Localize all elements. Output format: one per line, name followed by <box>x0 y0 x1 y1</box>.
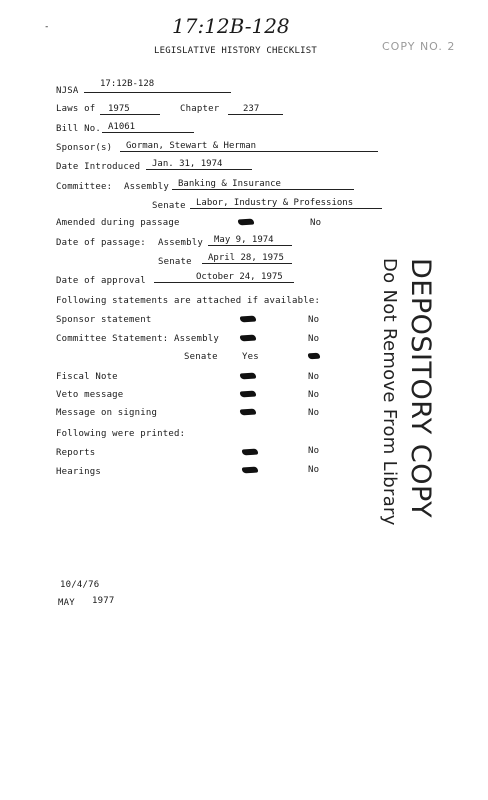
stamp-line-1: DEPOSITORY COPY <box>405 258 436 519</box>
passage-senate-underline <box>202 263 292 264</box>
message-signing-yes-mark <box>240 409 256 416</box>
approval-underline <box>154 282 294 283</box>
sponsor-value: Gorman, Stewart & Herman <box>126 141 257 151</box>
committee-senate-label: Senate <box>152 201 186 211</box>
committee-statement-assembly-label: Assembly <box>174 334 219 344</box>
footer-date-2-month: MAY <box>58 598 75 608</box>
hearings-label: Hearings <box>56 467 101 477</box>
committee-label: Committee: <box>56 182 113 192</box>
njsa-underline <box>84 92 231 93</box>
bill-label: Bill No. <box>56 124 101 134</box>
footer-date-2-year: 1977 <box>92 596 115 606</box>
veto-message-label: Veto message <box>56 390 124 400</box>
fiscal-note-label: Fiscal Note <box>56 372 118 382</box>
chapter-value: 237 <box>243 104 260 114</box>
date-introduced-value: Jan. 31, 1974 <box>152 159 223 169</box>
laws-label: Laws of <box>56 104 96 114</box>
passage-assembly-label: Assembly <box>158 238 203 248</box>
committee-assembly-label: Assembly <box>124 182 169 192</box>
laws-underline <box>100 114 160 115</box>
fiscal-note-no: No <box>308 372 320 382</box>
committee-assembly-underline <box>172 189 354 190</box>
laws-value: 1975 <box>108 104 130 114</box>
committee-senate-underline <box>190 208 382 209</box>
printed-header: Following were printed: <box>56 429 186 439</box>
approval-value: October 24, 1975 <box>196 272 283 282</box>
sponsor-statement-label: Sponsor statement <box>56 315 152 325</box>
copy-number: COPY NO. 2 <box>382 40 456 53</box>
stamp-line-2: Do Not Remove From Library <box>379 258 400 526</box>
sponsor-underline <box>120 151 378 152</box>
top-mark: - <box>44 22 50 32</box>
veto-message-yes-mark <box>240 391 256 398</box>
committee-statement-label: Committee Statement: <box>56 334 169 344</box>
committee-statement-assembly-no: No <box>308 334 320 344</box>
sponsor-statement-yes-mark <box>240 316 256 323</box>
passage-senate-value: April 28, 1975 <box>208 253 284 263</box>
bill-value: A1061 <box>108 122 136 132</box>
attached-header: Following statements are attached if available: <box>56 296 321 306</box>
veto-message-no: No <box>308 390 320 400</box>
passage-assembly-value: May 9, 1974 <box>214 235 274 245</box>
handwritten-reference: 17:12B-128 <box>172 14 290 38</box>
amended-yes-mark <box>238 219 254 226</box>
reports-yes-mark <box>242 449 258 456</box>
njsa-value: 17:12B-128 <box>100 79 155 89</box>
fiscal-note-yes-mark <box>240 373 256 380</box>
chapter-label: Chapter <box>180 104 220 114</box>
date-introduced-underline <box>146 169 252 170</box>
footer-date-1: 10/4/76 <box>60 580 100 590</box>
amended-no: No <box>310 218 322 228</box>
date-introduced-label: Date Introduced <box>56 162 141 172</box>
passage-senate-label: Senate <box>158 257 192 267</box>
committee-statement-senate-label: Senate <box>184 352 218 362</box>
message-signing-no: No <box>308 408 320 418</box>
njsa-label: NJSA <box>56 86 79 96</box>
reports-label: Reports <box>56 448 96 458</box>
committee-senate-value: Labor, Industry & Professions <box>196 198 354 208</box>
passage-label: Date of passage: <box>56 238 146 248</box>
sponsor-label: Sponsor(s) <box>56 143 113 153</box>
reports-no: No <box>308 446 320 456</box>
sponsor-statement-no: No <box>308 315 320 325</box>
chapter-underline <box>228 114 283 115</box>
committee-statement-assembly-yes-mark <box>240 335 256 342</box>
bill-underline <box>102 132 194 133</box>
depository-stamp <box>378 258 438 526</box>
hearings-no: No <box>308 465 320 475</box>
committee-statement-senate-yes: Yes <box>242 352 259 362</box>
page-title: LEGISLATIVE HISTORY CHECKLIST <box>154 46 317 56</box>
committee-assembly-value: Banking & Insurance <box>178 179 281 189</box>
message-signing-label: Message on signing <box>56 408 158 418</box>
amended-label: Amended during passage <box>56 218 180 228</box>
committee-statement-senate-no-mark <box>308 353 320 360</box>
passage-assembly-underline <box>208 245 292 246</box>
hearings-yes-mark <box>242 467 258 474</box>
approval-label: Date of approval <box>56 276 146 286</box>
